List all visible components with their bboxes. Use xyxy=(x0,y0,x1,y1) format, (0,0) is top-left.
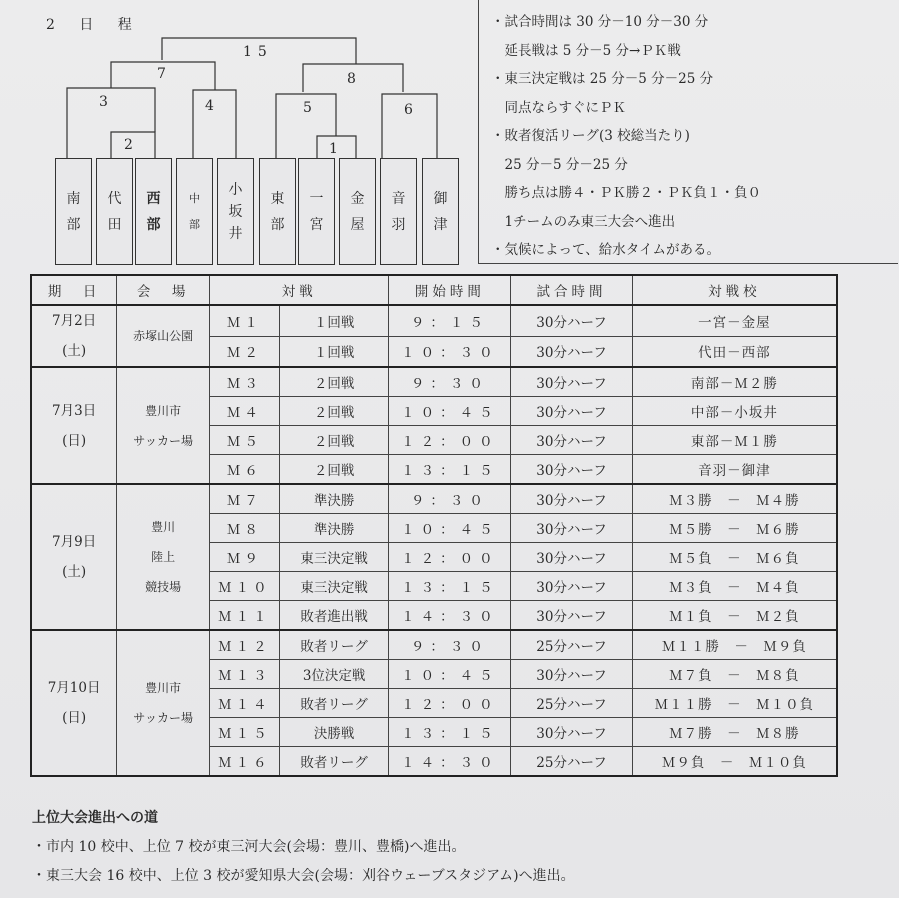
cell-match-id: Ｍ１ xyxy=(209,305,279,336)
cell-duration: 30分ハーフ xyxy=(511,543,633,572)
footer-heading: 上位大会進出への道 xyxy=(32,810,158,826)
cell-start-time: １２：００ xyxy=(389,543,511,572)
table-row xyxy=(31,484,837,514)
cell-venue: 赤塚山公園 xyxy=(117,305,210,367)
cell-opponents: Ｍ１１勝 － Ｍ１０負 xyxy=(632,689,837,718)
cell-start-time: １０：４５ xyxy=(389,514,511,543)
cell-opponents: 東部－Ｍ１勝 xyxy=(632,426,837,455)
cell-round: 準決勝 xyxy=(279,514,389,543)
cell-start-time: ９：１５ xyxy=(389,305,511,336)
cell-opponents: Ｍ１負 － Ｍ２負 xyxy=(632,601,837,631)
cell-duration: 25分ハーフ xyxy=(511,630,633,660)
cell-start-time: １３：１５ xyxy=(389,455,511,485)
cell-round: ２回戦 xyxy=(279,426,389,455)
cell-duration: 30分ハーフ xyxy=(511,718,633,747)
cell-opponents: Ｍ５負 － Ｍ６負 xyxy=(632,543,837,572)
rules-box xyxy=(478,0,898,264)
rule-line: 同点ならすぐにＰＫ xyxy=(491,99,626,116)
cell-duration: 30分ハーフ xyxy=(511,305,633,336)
table-row xyxy=(31,367,837,397)
cell-start-time: １０：４５ xyxy=(389,660,511,689)
cell-date: 7月9日 (土) xyxy=(31,484,117,630)
bracket-num-m4: 4 xyxy=(205,98,214,114)
table-header-row xyxy=(31,275,837,305)
rule-line: 25 分－5 分－25 分 xyxy=(491,156,628,173)
team-kozakai: 小 坂 井 xyxy=(217,158,254,265)
team-ichinomiya: 一 宮 xyxy=(298,158,335,265)
cell-opponents: Ｍ５勝 － Ｍ６勝 xyxy=(632,514,837,543)
schedule-table xyxy=(30,274,838,777)
cell-opponents: Ｍ１１勝 － Ｍ９負 xyxy=(632,630,837,660)
rule-line: 延長戦は 5 分－5 分→ＰＫ戦 xyxy=(491,42,681,59)
team-kanaya: 金 屋 xyxy=(339,158,376,265)
footer-notes xyxy=(32,804,575,891)
cell-round: ２回戦 xyxy=(279,367,389,397)
cell-duration: 30分ハーフ xyxy=(511,455,633,485)
rule-line: ・気候によって、給水タイムがある。 xyxy=(491,242,720,258)
cell-date: 7月3日 (日) xyxy=(31,367,117,484)
team-otowa: 音 羽 xyxy=(380,158,417,265)
cell-match-id: Ｍ１５ xyxy=(209,718,279,747)
rule-line: ・試合時間は 30 分－10 分－30 分 xyxy=(491,14,709,30)
cell-match-id: Ｍ１３ xyxy=(209,660,279,689)
cell-match-id: Ｍ１２ xyxy=(209,630,279,660)
cell-start-time: ９：３０ xyxy=(389,367,511,397)
cell-start-time: １２：００ xyxy=(389,426,511,455)
cell-duration: 30分ハーフ xyxy=(511,336,633,367)
bracket-num-m1: 1 xyxy=(329,141,338,157)
cell-opponents: 中部－小坂井 xyxy=(632,397,837,426)
cell-duration: 25分ハーフ xyxy=(511,689,633,718)
cell-start-time: ９：３０ xyxy=(389,630,511,660)
cell-match-id: Ｍ１０ xyxy=(209,572,279,601)
cell-round: １回戦 xyxy=(279,336,389,367)
cell-match-id: Ｍ６ xyxy=(209,455,279,485)
cell-start-time: １０：３０ xyxy=(389,336,511,367)
cell-opponents: 代田－西部 xyxy=(632,336,837,367)
cell-match-id: Ｍ１６ xyxy=(209,747,279,777)
cell-opponents: 南部－Ｍ２勝 xyxy=(632,367,837,397)
cell-round: ２回戦 xyxy=(279,455,389,485)
cell-opponents: Ｍ３負 － Ｍ４負 xyxy=(632,572,837,601)
cell-duration: 30分ハーフ xyxy=(511,397,633,426)
cell-match-id: Ｍ１１ xyxy=(209,601,279,631)
bracket-num-m15: 15 xyxy=(243,44,273,60)
cell-match-id: Ｍ３ xyxy=(209,367,279,397)
cell-duration: 30分ハーフ xyxy=(511,367,633,397)
header-opponents: 対戦校 xyxy=(632,275,837,305)
header-venue: 会 場 xyxy=(117,275,210,305)
bracket-num-m2: 2 xyxy=(124,137,133,153)
cell-duration: 30分ハーフ xyxy=(511,514,633,543)
bracket-num-m8: 8 xyxy=(347,71,356,87)
cell-round: 敗者リーグ xyxy=(279,689,389,718)
cell-duration: 30分ハーフ xyxy=(511,484,633,514)
cell-duration: 30分ハーフ xyxy=(511,426,633,455)
cell-match-id: Ｍ２ xyxy=(209,336,279,367)
cell-round: 敗者リーグ xyxy=(279,747,389,777)
cell-start-time: １３：１５ xyxy=(389,572,511,601)
team-shirota: 代 田 xyxy=(96,158,133,265)
bracket-line-m4 xyxy=(193,90,236,158)
page-title: 2 日 程 xyxy=(46,17,142,33)
cell-round: 敗者リーグ xyxy=(279,630,389,660)
footer-line: ・東三大会 16 校中、上位 3 校が愛知県大会(会場：刈谷ウェーブスタジアム)へ進出。 xyxy=(32,868,575,884)
cell-round: 3位決定戦 xyxy=(279,660,389,689)
cell-date: 7月10日 (日) xyxy=(31,630,117,776)
bracket-num-m6: 6 xyxy=(404,102,413,118)
cell-round: 敗者進出戦 xyxy=(279,601,389,631)
cell-match-id: Ｍ５ xyxy=(209,426,279,455)
cell-duration: 30分ハーフ xyxy=(511,572,633,601)
cell-start-time: １２：００ xyxy=(389,689,511,718)
cell-date: 7月2日 (土) xyxy=(31,305,117,367)
bracket-num-m7: 7 xyxy=(157,66,166,82)
cell-opponents: 一宮－金屋 xyxy=(632,305,837,336)
cell-round: ２回戦 xyxy=(279,397,389,426)
header-match: 対戦 xyxy=(209,275,389,305)
table-row xyxy=(31,305,837,336)
cell-round: 東三決定戦 xyxy=(279,543,389,572)
team-tobu: 東 部 xyxy=(259,158,296,265)
cell-match-id: Ｍ９ xyxy=(209,543,279,572)
cell-round: １回戦 xyxy=(279,305,389,336)
cell-round: 準決勝 xyxy=(279,484,389,514)
cell-match-id: Ｍ７ xyxy=(209,484,279,514)
cell-opponents: Ｍ７負 － Ｍ８負 xyxy=(632,660,837,689)
header-date: 期 日 xyxy=(31,275,117,305)
bracket-num-m5: 5 xyxy=(303,100,312,116)
rule-line: ・敗者復活リーグ(3 校総当たり) xyxy=(491,128,690,144)
team-nanbu: 南 部 xyxy=(55,158,92,265)
cell-duration: 30分ハーフ xyxy=(511,660,633,689)
cell-start-time: １４：３０ xyxy=(389,601,511,631)
cell-start-time: １０：４５ xyxy=(389,397,511,426)
team-seibu: 西 部 xyxy=(135,158,172,265)
team-mito: 御 津 xyxy=(422,158,459,265)
cell-start-time: １４：３０ xyxy=(389,747,511,777)
table-row xyxy=(31,630,837,660)
rule-line: 勝ち点は勝４・ＰＫ勝２・ＰＫ負１・負０ xyxy=(491,185,761,201)
cell-opponents: Ｍ９負 － Ｍ１０負 xyxy=(632,747,837,777)
cell-round: 決勝戦 xyxy=(279,718,389,747)
cell-match-id: Ｍ４ xyxy=(209,397,279,426)
cell-venue: 豊川市 サッカー場 xyxy=(117,367,210,484)
header-start-time: 開始時間 xyxy=(389,275,511,305)
cell-match-id: Ｍ１４ xyxy=(209,689,279,718)
rule-line: ・東三決定戦は 25 分－5 分－25 分 xyxy=(491,71,714,87)
cell-round: 東三決定戦 xyxy=(279,572,389,601)
cell-start-time: １３：１５ xyxy=(389,718,511,747)
cell-opponents: Ｍ３勝 － Ｍ４勝 xyxy=(632,484,837,514)
cell-venue: 豊川市 サッカー場 xyxy=(117,630,210,776)
cell-start-time: ９：３０ xyxy=(389,484,511,514)
cell-duration: 25分ハーフ xyxy=(511,747,633,777)
cell-match-id: Ｍ８ xyxy=(209,514,279,543)
header-duration: 試合時間 xyxy=(511,275,633,305)
cell-opponents: 音羽－御津 xyxy=(632,455,837,485)
team-chubu: 中 部 xyxy=(176,158,213,265)
footer-line: ・市内 10 校中、上位 7 校が東三河大会(会場：豊川、豊橋)へ進出。 xyxy=(32,839,466,855)
cell-duration: 30分ハーフ xyxy=(511,601,633,631)
cell-opponents: Ｍ７勝 － Ｍ８勝 xyxy=(632,718,837,747)
bracket-line-m2 xyxy=(111,132,155,158)
bracket-num-m3: 3 xyxy=(99,94,108,110)
cell-venue: 豊川 陸上 競技場 xyxy=(117,484,210,630)
rule-line: 1チームのみ東三大会へ進出 xyxy=(491,213,676,230)
